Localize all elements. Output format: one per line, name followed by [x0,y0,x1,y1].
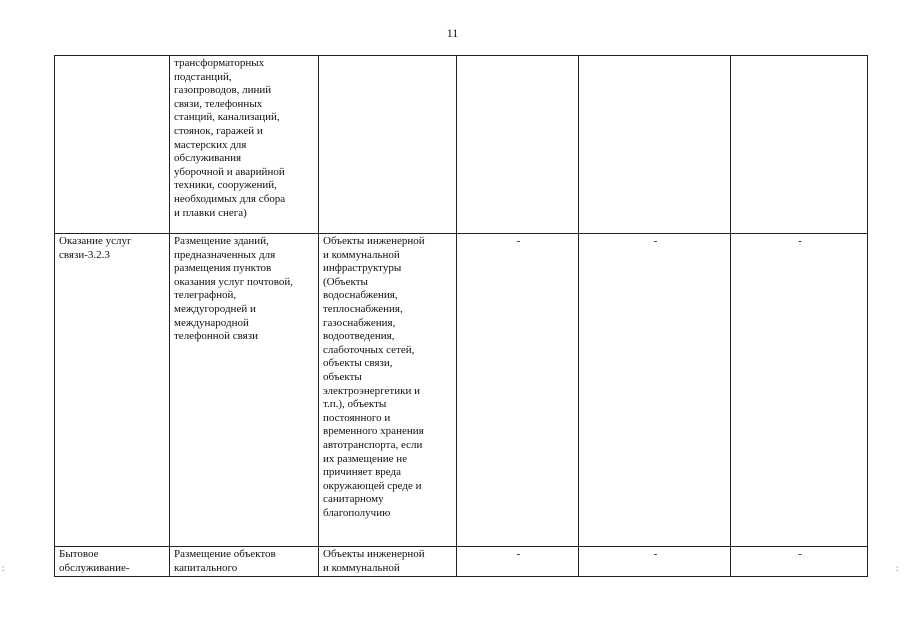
text-line: международной [174,316,249,329]
auxiliary-use-cell [319,234,457,547]
parameter-cell: - [731,234,868,547]
text-line: временного хранения [323,425,424,438]
text-line: уборочной и аварийной [174,165,285,178]
parameter-cell: - [579,234,731,547]
text-line: Размещение зданий, [174,235,269,247]
text-line: их размещение не [323,452,408,465]
text-line: оказания услуг почтовой, [174,275,294,288]
use-type-cell [55,234,170,547]
text-line: предназначенных для [174,248,276,261]
text-line: объекты [323,370,362,383]
parameter-cell: - [457,547,579,577]
parameter-cell: - [457,234,579,547]
parameter-cell [457,56,579,234]
use-description-cell [170,56,319,234]
text-line: причиняет вреда [323,466,401,479]
text-line: и коммунальной [323,248,400,261]
text-line: размещения пунктов [174,262,272,275]
text-line: и коммунальной [323,561,400,573]
table-row [55,56,868,234]
text-line: благополучию [323,506,391,519]
text-line: электроэнергетики и [323,384,420,397]
text-line: капитального [174,561,238,573]
parameter-cell: - [579,547,731,577]
use-type-cell [55,56,170,234]
text-line: санитарному [323,493,384,506]
text-line: водоснабжения, [323,289,398,302]
text-line: междугородней и [174,302,256,315]
text-line: автотранспорта, если [323,438,423,451]
use-type-cell [55,547,170,577]
text-line: мастерских для [174,138,247,151]
text-line: Оказание услуг [59,235,132,247]
parameter-cell [579,56,731,234]
text-line: (Объекты [323,275,368,288]
scan-edge-mark: : [896,563,899,573]
text-line: газоснабжения, [323,316,396,329]
text-line: телеграфной, [174,289,237,302]
text-line: газопроводов, линий [174,84,272,97]
text-line: Размещение объектов [174,548,276,560]
use-description-cell [170,547,319,577]
text-line: т.п.), объекты [323,398,387,411]
text-line: трансформаторных [174,57,265,69]
page-number: 11 [446,26,459,40]
text-line: связи, телефонных [174,97,263,110]
scan-edge-mark: : [2,563,5,573]
text-line: постоянного и [323,411,391,424]
text-line: инфраструктуры [323,262,402,275]
text-line: и плавки снега) [174,206,247,219]
text-line: Объекты инженерной [323,548,425,560]
text-line: техники, сооружений, [174,179,277,192]
table-row [55,547,868,577]
text-line: стоянок, гаражей и [174,124,263,137]
text-line: подстанций, [174,70,232,83]
land-use-table [54,55,868,577]
parameter-cell [731,56,868,234]
text-line: телефонной связи [174,330,258,343]
table-row [55,234,868,547]
text-line: водоотведения, [323,330,395,343]
text-line: теплоснабжения, [323,302,403,315]
auxiliary-use-cell [319,547,457,577]
text-line: необходимых для сбора [174,192,286,205]
text-line: Бытовое [59,548,99,560]
text-line: Объекты инженерной [323,235,425,247]
text-line: объекты связи, [323,357,393,370]
text-line: слаботочных сетей, [323,343,415,356]
text-line: станций, канализаций, [174,111,280,124]
use-description-cell [170,234,319,547]
text-line: обслуживания [174,152,242,165]
text-line: окружающей среде и [323,479,422,492]
parameter-cell: - [731,547,868,577]
auxiliary-use-cell [319,56,457,234]
text-line: связи-3.2.3 [59,248,110,261]
text-line: обслуживание- [59,561,130,573]
